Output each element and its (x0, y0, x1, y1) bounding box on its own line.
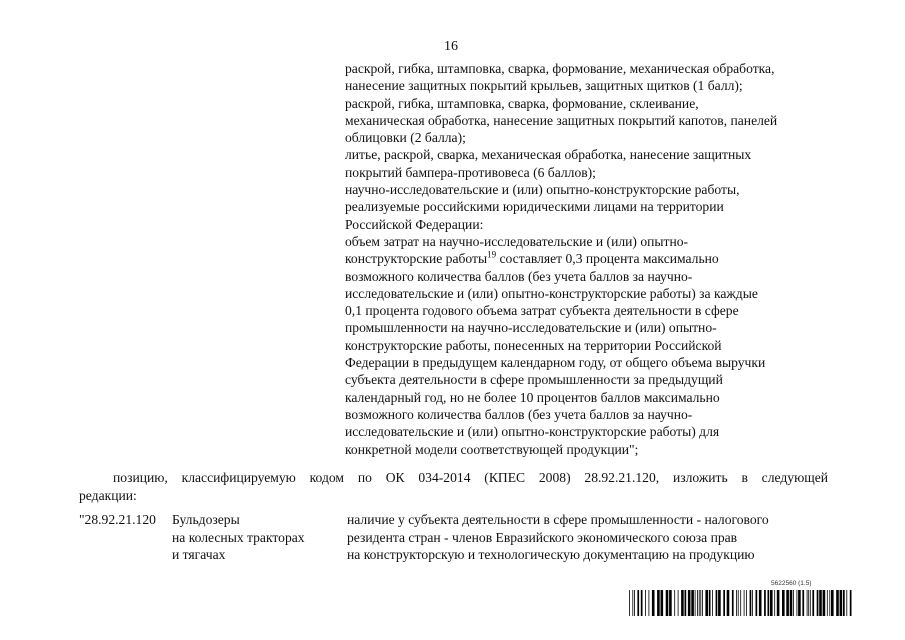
text-line-content: Федерации в предыдущем календарном году, от общего объема выручки (345, 355, 766, 371)
text-line-content: промышленности на научно-исследовательские и (или) опытно- (345, 320, 717, 336)
barcode-bar (777, 590, 780, 616)
barcode-bar (661, 590, 664, 616)
product-name (172, 511, 305, 564)
text-line-content: субъекта деятельности в сфере промышленности за предыдущий (345, 372, 723, 388)
barcode-bar (705, 590, 708, 616)
barcode-bar (695, 590, 696, 616)
barcode-bar (702, 590, 703, 616)
text-line-content: 0,1 процента годового объема затрат субъекта деятельности в сфере (345, 303, 739, 319)
barcode-bar (829, 590, 830, 616)
barcode-bar (709, 590, 711, 616)
barcode (629, 590, 853, 616)
barcode-bar (807, 590, 808, 616)
document-serial: 5622560 (1.5) (771, 580, 812, 587)
barcode-bar (764, 590, 766, 616)
text-line (345, 112, 845, 129)
text-line (345, 129, 845, 146)
barcode-bar (810, 590, 811, 616)
barcode-bar (716, 590, 718, 616)
barcode-bar (712, 590, 713, 616)
barcode-bar (657, 590, 660, 616)
barcode-bar (736, 590, 737, 616)
barcode-bar (774, 590, 775, 616)
text-line (345, 423, 845, 440)
text-line (345, 302, 845, 319)
barcode-bar (750, 590, 752, 616)
barcode-bar (823, 590, 826, 616)
barcode-bar (688, 590, 691, 616)
barcode-bar (649, 590, 650, 616)
barcode-bar (843, 590, 845, 616)
text-line (345, 77, 845, 94)
text-line-content: исследовательские и (или) опытно-конструкторские работы) за каждые (345, 285, 758, 301)
barcode-bar (744, 590, 745, 616)
text-line (345, 337, 845, 354)
text-line (345, 164, 845, 181)
text-line-content: возможного количества баллов (без учета баллов за научно- (345, 406, 693, 422)
barcode-bar (759, 590, 762, 616)
barcode-bar (652, 590, 655, 616)
barcode-bar (632, 590, 633, 616)
barcode-bar (786, 590, 789, 616)
product-name-line: Бульдозеры (172, 512, 240, 527)
barcode-bar (817, 590, 819, 616)
product-code: "28.92.21.120 (79, 512, 156, 527)
barcode-bar (669, 590, 672, 616)
text-line (345, 60, 845, 77)
barcode-bar (782, 590, 785, 616)
product-name-line: на колесных тракторах (172, 529, 305, 545)
text-line-content: механическая обработка, нанесение защитных покрытий капотов, панелей (345, 112, 778, 128)
barcode-bar (738, 590, 739, 616)
product-condition (347, 511, 769, 564)
text-line (345, 250, 845, 267)
barcode-bar (746, 590, 747, 616)
text-line (345, 95, 845, 112)
text-line (345, 233, 845, 250)
barcode-bar (629, 590, 630, 616)
barcode-bar (840, 590, 843, 616)
barcode-bar (808, 590, 809, 616)
text-line-content: научно-исследовательские и (или) опытно-конструкторские работы, (345, 182, 740, 198)
text-line-content: покрытий бампера-противовеса (6 баллов); (345, 164, 596, 180)
condition-line: наличие у субъекта деятельности в сфере промышленности - налогового (347, 512, 769, 527)
text-line-content: исследовательские и (или) опытно-конструкторские работы) для (345, 424, 720, 440)
barcode-bar (798, 590, 801, 616)
condition-line: резидента стран - членов Евразийского экономического союза прав (347, 529, 738, 545)
text-line (345, 268, 845, 285)
barcode-bar (790, 590, 793, 616)
barcode-bar (678, 590, 679, 616)
text-line (345, 389, 845, 406)
paragraph-line: редакции: (79, 487, 137, 503)
barcode-bar (802, 590, 804, 616)
text-line-content: нанесение защитных покрытий крыльев, защитных щитков (1 балл); (345, 78, 743, 94)
barcode-bar (681, 590, 684, 616)
text-line (345, 216, 845, 233)
barcode-bar (699, 590, 700, 616)
barcode-bar (756, 590, 758, 616)
barcode-bar (723, 590, 725, 616)
text-line (345, 146, 845, 163)
barcode-bar (645, 590, 646, 616)
text-line (345, 441, 845, 458)
paragraph-line: позицию, классифицируемую кодом по ОК 034-2014 (КПЕС 2008) 28.92.21.120, изложить в следующей (113, 470, 828, 485)
text-line-content: возможного количества баллов (без учета баллов за научно- (345, 268, 693, 284)
text-line-content: календарный год, но не более 10 процентов баллов максимально (345, 389, 720, 405)
text-line-content: составляет 0,3 процента максимально (496, 251, 719, 267)
text-line (345, 181, 845, 198)
footnote-reference: 19 (487, 249, 497, 260)
barcode-bar (691, 590, 694, 616)
barcode-bar (740, 590, 741, 616)
barcode-bar (752, 590, 753, 616)
barcode-bar (836, 590, 839, 616)
text-line-content: литье, раскрой, сварка, механическая обработка, нанесение защитных (345, 147, 752, 163)
text-line (345, 406, 845, 423)
text-line (345, 198, 845, 215)
text-line (345, 371, 845, 388)
right-column-text (345, 60, 845, 458)
barcode-bar (812, 590, 814, 616)
text-line (345, 285, 845, 302)
barcode-bar (697, 590, 698, 616)
product-name-line: и тягачах (172, 547, 226, 562)
text-line-content: реализуемые российскими юридическими лицами на территории (345, 199, 724, 215)
barcode-bar (700, 590, 701, 616)
text-line-content: раскрой, гибка, штамповка, сварка, формование, механическая обработка, (345, 61, 775, 76)
barcode-bar (718, 590, 721, 616)
barcode-bar (666, 590, 669, 616)
barcode-bar (819, 590, 822, 616)
barcode-bar (732, 590, 734, 616)
barcode-bar (770, 590, 773, 616)
text-line-content: облицовки (2 балла); (345, 130, 466, 146)
text-line-content: объем затрат на научно-исследовательские и (или) опытно- (345, 233, 689, 249)
text-line-content: раскрой, гибка, штамповка, сварка, формование, склеивание, (345, 95, 699, 111)
barcode-bar (827, 590, 828, 616)
amendment-paragraph (79, 469, 828, 505)
text-line (345, 354, 845, 371)
barcode-bar (641, 590, 643, 616)
text-line-content: конкретной модели соответствующей продукции"; (345, 441, 639, 457)
barcode-bar (793, 590, 794, 616)
barcode-bar (685, 590, 687, 616)
barcode-bar (674, 590, 675, 616)
barcode-bar (637, 590, 639, 616)
text-line-content: Российской Федерации: (345, 216, 484, 232)
condition-line: на конструкторскую и технологическую документацию на продукцию (347, 547, 755, 562)
barcode-bar (846, 590, 847, 616)
page-number: 16 (444, 39, 458, 54)
barcode-bar (831, 590, 834, 616)
barcode-bar (768, 590, 770, 616)
barcode-bar (727, 590, 730, 616)
barcode-bar (850, 590, 852, 616)
text-line-content: конструкторские работы (345, 251, 488, 267)
barcode-bar (634, 590, 635, 616)
text-line (345, 319, 845, 336)
barcode-bar (797, 590, 798, 616)
text-line-content: конструкторские работы, понесенных на территории Российской (345, 337, 722, 353)
